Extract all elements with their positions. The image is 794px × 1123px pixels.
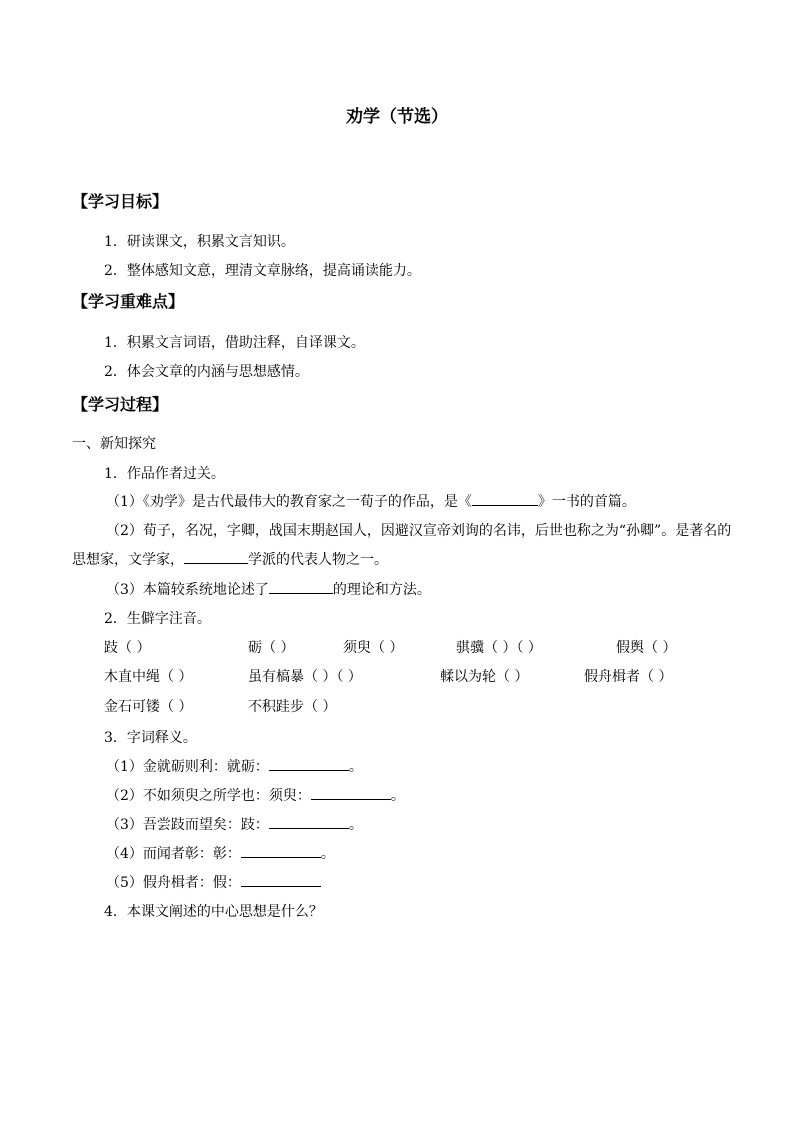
q3-item-4 [106, 843, 335, 865]
objective-item-2: 2．整体感知文意，理清文章脉络，提高诵读能力。 [104, 263, 421, 279]
q3-item-2 [106, 785, 405, 807]
q1-s2-before: （2）荀子，名况，字卿，战国末期赵国人，因避汉宣帝刘询的名讳，后世也称之为“孙卿”。是著名的思想家，文学家， [72, 523, 732, 568]
q3-item-5 [106, 872, 321, 894]
keypoint-item-2: 2．体会文章的内涵与思想感情。 [104, 364, 309, 380]
q3-item-blank[interactable] [269, 756, 349, 771]
q1-label: 1．作品作者过关。 [104, 466, 225, 482]
q3-item-blank[interactable] [241, 872, 321, 887]
q3-item-text: （4）而闻者彰：彰： [106, 846, 241, 862]
q1-s1-before: （1）《劝学》是古代最伟大的教育家之一荀子的作品，是《 [106, 494, 472, 510]
keypoints-heading: 【学习重难点】 [72, 292, 185, 311]
pinyin-item: 木直中绳（ ） [104, 669, 193, 685]
q3-label: 3．字词释义。 [104, 730, 197, 746]
q3-item-end: 。 [390, 788, 405, 804]
q3-item-blank[interactable] [269, 814, 349, 829]
q1-s3-blank[interactable] [269, 579, 333, 594]
q1-s1-after: 》一书的首篇。 [537, 494, 636, 510]
q3-item-end: 。 [348, 759, 363, 775]
pinyin-item: 骐骥（ ）（ ） [456, 640, 542, 656]
pinyin-item: 须臾（ ） [343, 640, 404, 656]
q3-item-blank[interactable] [241, 843, 321, 858]
pinyin-item: 輮以为轮（ ） [440, 669, 529, 685]
q3-item-end: 。 [348, 817, 363, 833]
q1-s1-blank[interactable] [472, 491, 538, 506]
q3-item-text: （5）假舟楫者：假： [106, 875, 241, 891]
q3-item-end: 。 [320, 846, 335, 862]
q3-item-blank[interactable] [311, 785, 391, 800]
q1-s3-before: （3）本篇较系统地论述了 [106, 582, 269, 598]
pinyin-item: 虽有槁暴（ ）（ ） [248, 669, 362, 685]
pinyin-item: 砺（ ） [248, 640, 295, 656]
q2-label: 2．生僻字注音。 [104, 611, 211, 627]
objective-item-1: 1．研读课文，积累文言知识。 [104, 234, 295, 250]
q4-label: 4．本课文阐述的中心思想是什么？ [104, 904, 323, 920]
q1-s2-after: 学派的代表人物之一。 [248, 552, 388, 568]
part1-title: 一、新知探究 [72, 436, 156, 452]
q3-item-3 [106, 814, 363, 836]
q1-sentence-3 [106, 579, 431, 601]
pinyin-item: 假舆（ ） [616, 640, 677, 656]
q1-s2-blank[interactable] [184, 549, 248, 564]
q3-item-text: （3）吾尝跂而望矣：跂： [106, 817, 269, 833]
pinyin-item: 跂（ ） [104, 640, 151, 656]
q1-sentence-2 [72, 517, 732, 575]
q1-s3-after: 的理论和方法。 [332, 582, 431, 598]
q3-item-text: （1）金就砺则利：就砺： [106, 759, 269, 775]
pinyin-item: 假舟楫者（ ） [584, 669, 673, 685]
pinyin-item: 金石可镂（ ） [104, 699, 193, 715]
objectives-heading: 【学习目标】 [72, 192, 169, 211]
q3-item-1 [106, 756, 363, 778]
page-title: 劝学（节选） [346, 107, 448, 127]
q3-item-text: （2）不如须臾之所学也：须臾： [106, 788, 311, 804]
keypoint-item-1: 1．积累文言词语，借助注释，自译课文。 [104, 335, 365, 351]
process-heading: 【学习过程】 [72, 395, 169, 414]
pinyin-item: 不积跬步（ ） [248, 699, 337, 715]
q1-sentence-1 [106, 491, 636, 513]
